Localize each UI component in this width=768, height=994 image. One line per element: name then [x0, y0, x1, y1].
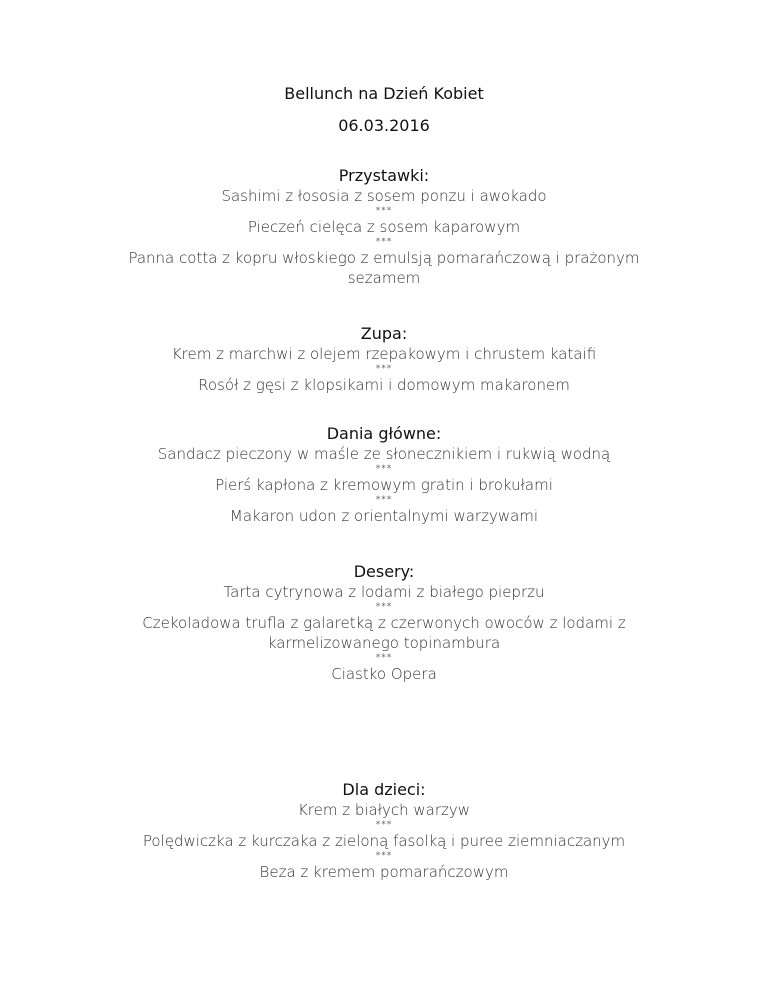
dish-item: Beza z kremem pomarańczowym	[259, 863, 509, 881]
dish-item: Sashimi z łososia z sosem ponzu i awokado	[221, 187, 547, 205]
dish-item: Sandacz pieczony w maśle ze słonecznikiem i rukwią wodną	[157, 445, 611, 463]
dish-item: Pierś kapłona z kremowym gratin i brokułami	[215, 476, 553, 494]
menu-title: Bellunch na Dzień Kobiet	[284, 84, 484, 103]
separator: ***	[375, 364, 393, 374]
separator: ***	[375, 495, 393, 505]
dish-item: Czekoladowa trufla z galaretką z czerwonych owoców z lodami z karmelizowanego topinambura	[142, 614, 626, 652]
section-title: Desery:	[353, 562, 415, 581]
dish-item: Pieczeń cielęca z sosem kaparowym	[247, 218, 521, 236]
section-starters	[0, 166, 768, 288]
dish-item: Rosół z gęsi z klopsikami i domowym makaronem	[198, 376, 570, 394]
dish-item: Polędwiczka z kurczaka z zieloną fasolką i puree ziemniaczanym	[142, 832, 626, 850]
section-title: Zupa:	[360, 324, 408, 343]
separator: ***	[375, 851, 393, 861]
section-desserts	[0, 562, 768, 684]
section-title: Przystawki:	[338, 166, 430, 185]
dish-item: Panna cotta z kopru włoskiego z emulsją pomarańczową i prażonym sezamem	[128, 249, 640, 287]
separator: ***	[375, 820, 393, 830]
section-title: Dania główne:	[326, 424, 442, 443]
separator: ***	[375, 653, 393, 663]
section-main-courses	[0, 424, 768, 526]
separator: ***	[375, 237, 393, 247]
section-title: Dla dzieci:	[342, 780, 426, 799]
separator: ***	[375, 602, 393, 612]
section-kids	[0, 780, 768, 882]
dish-item: Krem z białych warzyw	[297, 801, 471, 819]
menu-date: 06.03.2016	[338, 116, 430, 135]
separator: ***	[375, 464, 393, 474]
dish-item: Makaron udon z orientalnymi warzywami	[229, 507, 539, 525]
section-soup	[0, 324, 768, 395]
dish-item: Ciastko Opera	[331, 665, 437, 683]
separator: ***	[375, 206, 393, 216]
dish-item: Krem z marchwi z olejem rzepakowym i chrustem kataifi	[171, 345, 597, 363]
dish-item: Tarta cytrynowa z lodami z białego pieprzu	[223, 583, 545, 601]
